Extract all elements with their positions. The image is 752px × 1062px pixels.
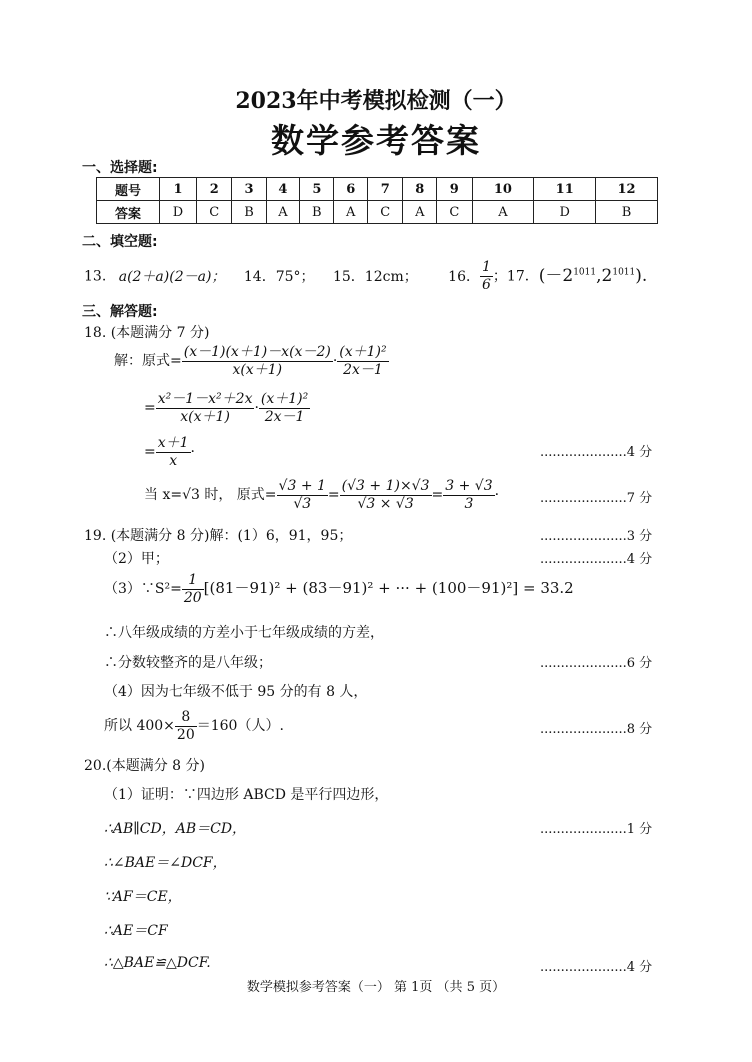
q20-line3: ∴∠BAE＝∠DCF， [104, 855, 227, 871]
q19-3-den: 20 [183, 589, 202, 606]
answer-cell: A [472, 201, 534, 224]
q20-heading: 20.(本题满分 8 分) [84, 758, 205, 774]
page-subtitle: 数学参考答案 [271, 121, 481, 160]
q18-l2-frac1 [156, 391, 255, 426]
q17-part2: ,2 [596, 265, 613, 286]
q16-fraction [480, 259, 493, 294]
q18-l3-end: · [190, 444, 195, 460]
answer-cell: B [232, 201, 266, 224]
q18-l1-num1: (x－1)(x＋1)－x(x－2) [183, 343, 331, 360]
answer-cell: A [403, 201, 437, 224]
q20-line2: ∴AB∥CD，AB＝CD， [104, 821, 247, 837]
q18-l1-den1: x(x＋1) [232, 361, 283, 378]
q18-l4-num3: 3 + √3 [445, 477, 493, 494]
q19-part2: （2）甲； [104, 551, 169, 567]
q19-part2-score: .....................4 分 [540, 552, 653, 567]
q19-part3-conclusion1: ∴八年级成绩的方差小于七年级成绩的方差， [104, 625, 384, 641]
q19-head-score: .....................3 分 [540, 529, 653, 544]
q18-l2-dot: · [254, 400, 259, 416]
q19-part4-calc [104, 706, 284, 746]
q18-heading: 18. (本题满分 7 分) [84, 325, 210, 341]
q15-answer: 15．12cm； [332, 268, 418, 285]
q18-l3-frac [156, 435, 191, 470]
q14-answer: 14．75°； [243, 268, 315, 285]
section2-heading: 二、填空题: [82, 234, 158, 250]
answer-cell: B [596, 201, 658, 224]
q20-line4: ∵AF＝CE， [104, 889, 182, 905]
answer-cell: C [437, 201, 472, 224]
question-number-cell: 5 [300, 178, 334, 201]
q18-l2-num1: x²－1－x²＋2x [157, 390, 253, 407]
q19-heading: 19. (本题满分 8 分)解：(1）6，91，95； [84, 528, 353, 544]
q20-line6: ∴△BAE≌△DCF. [104, 955, 211, 971]
q19-4-den: 20 [176, 726, 195, 743]
q19-part4: （4）因为七年级不低于 95 分的有 8 人， [104, 684, 368, 700]
q19-4-prefix: 所以 400× [104, 718, 175, 734]
q18-l4-frac2 [340, 478, 432, 513]
answer-cell: D [534, 201, 596, 224]
q17-number: ；17． [492, 268, 539, 285]
q18-l4-den2: √3 × √3 [357, 495, 414, 512]
question-number-cell: 10 [472, 178, 534, 201]
question-number-cell: 4 [266, 178, 300, 201]
q18-l3-den: x [169, 452, 178, 469]
q20-line2-score: .....................1 分 [540, 822, 653, 837]
q18-l3-num: x＋1 [157, 434, 189, 451]
q18-l1-frac1 [182, 344, 333, 379]
q13-number: 13. [84, 268, 107, 285]
question-number-cell: 9 [437, 178, 472, 201]
question-number-cell: 2 [197, 178, 232, 201]
answer-cell: D [160, 201, 197, 224]
q18-l1-prefix: 解：原式= [114, 353, 182, 369]
table-answer-label: 答案 [97, 201, 160, 224]
q19-3-expression: [(81－91)² + (83－91)² + ··· + (100－91)²] = 33.2 [203, 579, 574, 597]
q18-l4-eq: = [327, 487, 340, 503]
q18-line3 [144, 432, 195, 472]
answer-cell: C [368, 201, 403, 224]
q18-line4 [144, 475, 499, 515]
q18-l4-end: · [494, 487, 500, 503]
q18-l1-num2: (x＋1)² [339, 343, 387, 360]
table-header-label: 题号 [97, 178, 160, 201]
q18-l2-frac2 [259, 391, 310, 426]
q18-l4-den3: 3 [464, 495, 474, 512]
q19-part3-formula [104, 568, 574, 608]
question-number-cell: 11 [534, 178, 596, 201]
table-row-answers [97, 201, 658, 224]
q19-4-num: 8 [175, 709, 197, 727]
q18-l3-prefix: = [144, 444, 156, 460]
q13-answer: a(2＋a)(2－a)； [118, 268, 226, 285]
answer-cell: A [334, 201, 368, 224]
question-number-cell: 1 [160, 178, 197, 201]
q18-l3-score: .....................4 分 [540, 445, 653, 460]
q18-l2-num2: (x＋1)² [260, 390, 309, 407]
q19-part4-score: .....................8 分 [540, 722, 653, 737]
q16-numerator: 1 [482, 259, 491, 276]
fill-blank-answers [84, 256, 648, 294]
q20-line5: ∴AE＝CF [104, 923, 168, 939]
q16-denominator: 6 [482, 277, 491, 294]
answer-cell: C [197, 201, 232, 224]
question-number-cell: 8 [403, 178, 437, 201]
q17-answer [539, 266, 648, 286]
q18-l4-num2: (√3 + 1)×√3 [341, 477, 430, 494]
answer-cell: B [300, 201, 334, 224]
q17-part3: ). [635, 265, 648, 286]
q18-l4-den1: √3 [293, 495, 312, 512]
q19-part3-score: .....................6 分 [540, 656, 653, 671]
q18-l4-num1: √3 + 1 [278, 477, 326, 494]
q18-l1-den2: 2x－1 [343, 361, 383, 378]
q17-part1: (－2 [538, 265, 574, 286]
q19-3-frac [182, 572, 204, 607]
section3-heading: 三、解答题: [82, 304, 158, 320]
q19-3-prefix: （3）∵S²= [104, 581, 182, 597]
question-number-cell: 6 [334, 178, 368, 201]
question-number-cell: 3 [232, 178, 266, 201]
q18-l2-den2: 2x－1 [264, 408, 305, 425]
q19-part3-conclusion2: ∴分数较整齐的是八年级； [104, 655, 272, 671]
page-footer: 数学模拟参考答案（一） 第 1页 （共 5 页） [246, 980, 506, 995]
q19-3-num: 1 [182, 572, 204, 590]
q18-l1-dot: · [332, 353, 338, 369]
q19-4-frac [175, 709, 197, 744]
question-number-cell: 12 [596, 178, 658, 201]
q16-number: 16． [448, 268, 480, 285]
q19-4-result: ＝160（人）. [196, 718, 284, 734]
q18-l4-score: .....................7 分 [540, 491, 653, 506]
q18-l4-text: 当 x=√3 时， 原式= [144, 487, 277, 503]
q18-l4-eq2: = [431, 487, 444, 503]
q17-exp2: 1011 [612, 267, 636, 277]
answer-table [96, 177, 658, 224]
answer-cell: A [266, 201, 300, 224]
q18-l4-frac3 [443, 478, 494, 513]
q18-l2-prefix: = [144, 400, 156, 416]
question-number-cell: 7 [368, 178, 403, 201]
q18-line2 [144, 388, 310, 428]
q18-l1-frac2 [337, 344, 388, 379]
q20-line1: （1）证明：∵四边形 ABCD 是平行四边形， [104, 787, 389, 803]
q18-l2-den1: x(x＋1) [180, 408, 230, 425]
page-title: 2023年中考模拟检测（一） [235, 88, 517, 114]
q18-line1 [114, 341, 389, 381]
q20-line6-score: .....................4 分 [540, 960, 653, 975]
section1-heading: 一、选择题: [82, 160, 158, 176]
q17-exp1: 1011 [573, 267, 597, 277]
table-row-numbers [97, 178, 658, 201]
q18-l4-frac1 [277, 478, 328, 513]
